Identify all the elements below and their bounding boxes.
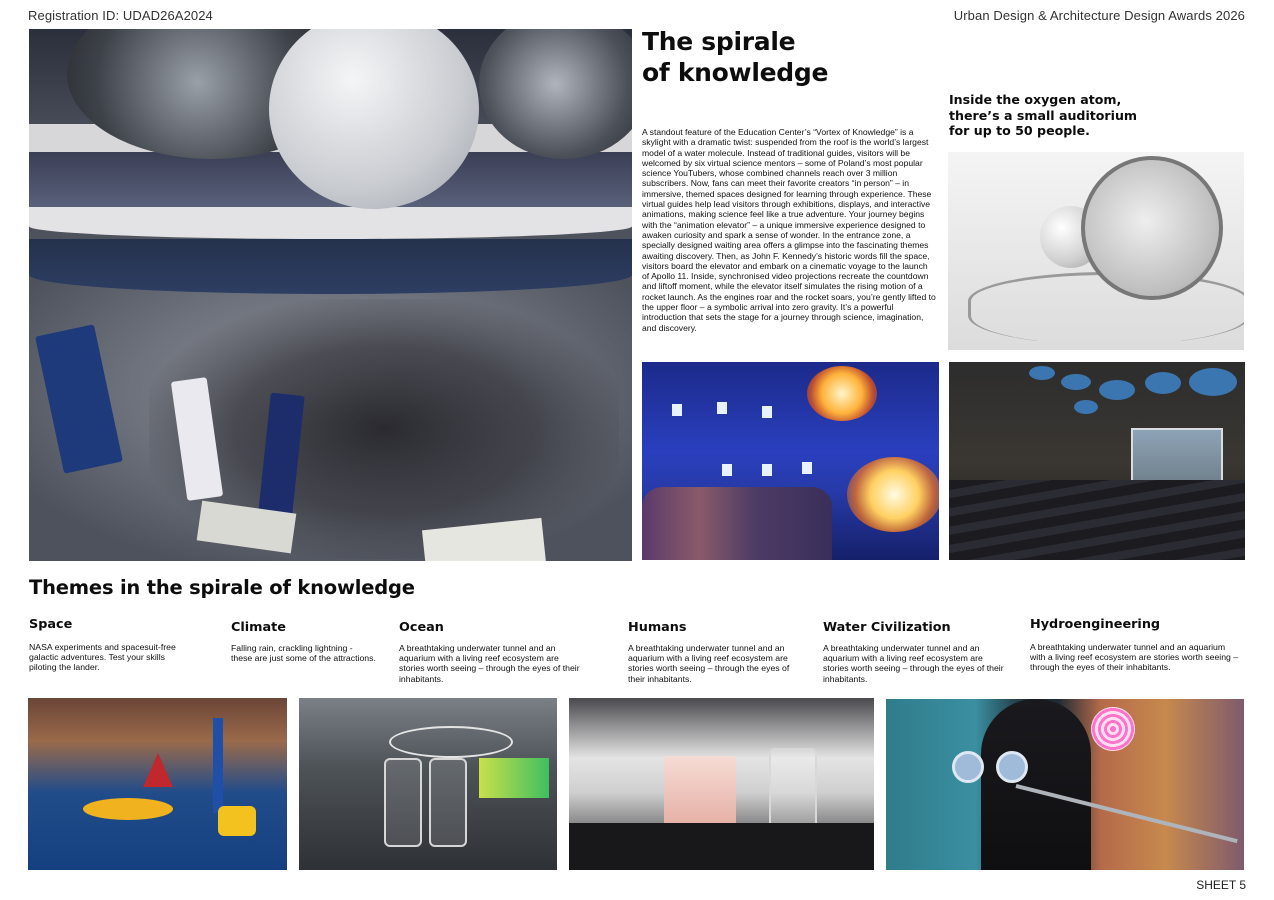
registration-id: Registration ID: UDAD26A2024 [28, 8, 213, 23]
theme-title: Hydroengineering [1030, 617, 1161, 632]
space-exhibit-photo [28, 698, 287, 870]
auditorium-caption-line-1: Inside the oxygen atom, [949, 92, 1122, 107]
theme-ocean [399, 620, 584, 684]
themes-heading: Themes in the spirale of knowledge [29, 576, 415, 599]
auditorium-cinema-photo [949, 362, 1245, 560]
theme-space [29, 617, 189, 673]
theme-title: Water Civilization [823, 620, 951, 635]
theme-climate [231, 620, 376, 663]
theme-humans [628, 620, 793, 684]
title-line-1: The spirale [642, 27, 796, 56]
theme-text: Falling rain, crackling lightning - these are just some of the attractions. [231, 643, 376, 664]
auditorium-model-render [948, 152, 1244, 350]
auditorium-caption [949, 92, 1149, 139]
fire-show-photo [642, 362, 939, 560]
title-line-2: of knowledge [642, 58, 829, 87]
humans-exhibit-photo [569, 698, 874, 870]
theme-text: A breathtaking underwater tunnel and an aquarium with a living reef ecosystem are stories worth seeing – through the eyes of their inhabitants. [399, 643, 580, 684]
atrium-photo [29, 29, 632, 561]
page-title [642, 26, 942, 88]
theme-title: Humans [628, 620, 687, 635]
auditorium-caption-line-3: for up to 50 people. [949, 123, 1090, 138]
theme-text: NASA experiments and spacesuit-free galactic adventures. Test your skills piloting the lander. [29, 642, 176, 673]
theme-text: A breathtaking underwater tunnel and an aquarium with a living reef ecosystem are stories worth seeing – through the eyes of their inhabitants. [628, 643, 790, 684]
theme-text: A breathtaking underwater tunnel and an aquarium with a living reef ecosystem are stories worth seeing – through the eyes of their inhabitants. [1030, 642, 1239, 673]
award-name: Urban Design & Architecture Design Awards 2026 [953, 8, 1245, 23]
theme-title: Climate [231, 620, 286, 635]
theme-water-civilization [823, 620, 1008, 684]
sheet-number: SHEET 5 [1196, 878, 1246, 892]
climate-exhibit-photo [299, 698, 557, 870]
theme-text: A breathtaking underwater tunnel and an aquarium with a living reef ecosystem are stories worth seeing – through the eyes of their inhabitants. [823, 643, 1004, 684]
intro-paragraph: A standout feature of the Education Center’s “Vortex of Knowledge” is a skylight with a dramatic twist: suspended from the roof is the world’s largest model of a water molecule. Instead of traditional guides, visitors will be welcomed by six virtual science mentors – some of Poland’s most popular science YouTubers, whose combined channels reach over 3 million subscribers. Now, fans can meet their favorite creators “in person” – in immersive, themed spaces designed for learning through experience. These virtual guides help lead visitors through exhibitions, displays, and interactive animations, making science feel like a true adventure. Your journey begins with the “animation elevator” – a unique immersive experience designed to awaken curiosity and spark a sense of wonder. In the entrance zone, a specially designed waiting area offers a glimpse into the fascinating themes awaiting discovery. Then, as John F. Kennedy’s historic words fill the space, visitors board the elevator and embark on a cinematic voyage to the launch of Apollo 11. Inside, synchronised video projections recreate the countdown and liftoff moment, while the elevator itself simulates the rising motion of a rocket launch. As the engines roar and the rocket soars, you’re gently lifted to the upper floor – a symbolic arrival into zero gravity. It’s a powerful introduction that sets the stage for a journey through science, imagination, and discovery. [642, 127, 936, 333]
auditorium-caption-line-2: there’s a small auditorium [949, 107, 1138, 123]
ocean-tunnel-photo [886, 699, 1244, 870]
theme-title: Ocean [399, 620, 444, 635]
theme-title: Space [29, 617, 73, 632]
theme-hydroengineering [1030, 617, 1240, 673]
